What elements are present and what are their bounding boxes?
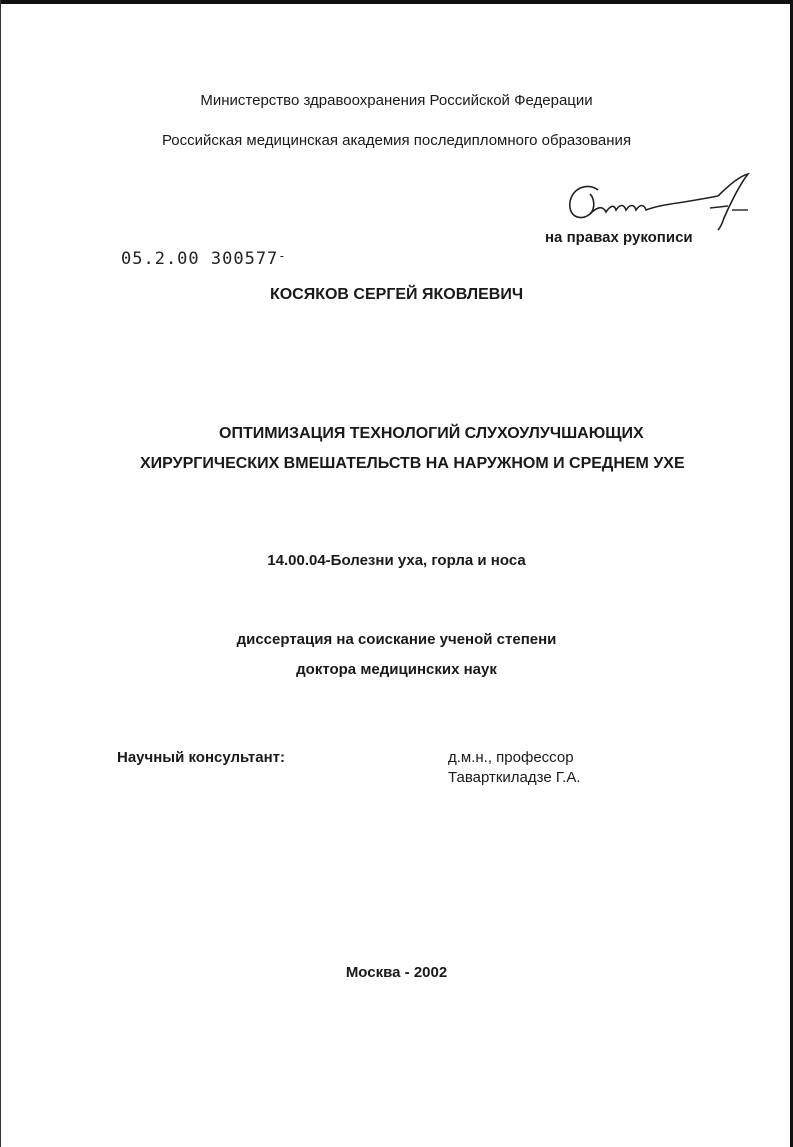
place-year: Москва - 2002 [345, 964, 448, 981]
handwritten-signature [560, 168, 760, 234]
degree-line1: диссертация на соискание ученой степени [236, 631, 557, 648]
consultant-label: Научный консультант: [117, 749, 286, 766]
dissertation-title-line2: ХИРУРГИЧЕСКИХ ВМЕШАТЕЛЬСТВ НА НАРУЖНОМ И СРЕДНЕМ УХЕ [140, 455, 685, 472]
consultant-rank: д.м.н., профессор [448, 749, 574, 766]
scan-edge-top [0, 0, 793, 4]
registration-number: 05.2.00 300577- [121, 249, 287, 269]
consultant-name: Таварткиладзе Г.А. [448, 769, 581, 786]
specialty-code: 14.00.04-Болезни уха, горла и носа [267, 552, 526, 569]
author-name: КОСЯКОВ СЕРГЕЙ ЯКОВЛЕВИЧ [269, 286, 524, 303]
dissertation-title-line1: ОПТИМИЗАЦИЯ ТЕХНОЛОГИЙ СЛУХОУЛУЧШАЮЩИХ [219, 425, 644, 442]
manuscript-note: на правах рукописи [545, 229, 693, 246]
degree-line2: доктора медицинских наук [296, 661, 497, 678]
ministry-header: Министерство здравоохранения Российской Федерации [200, 92, 593, 109]
academy-header: Российская медицинская академия последипломного образования [161, 132, 632, 149]
